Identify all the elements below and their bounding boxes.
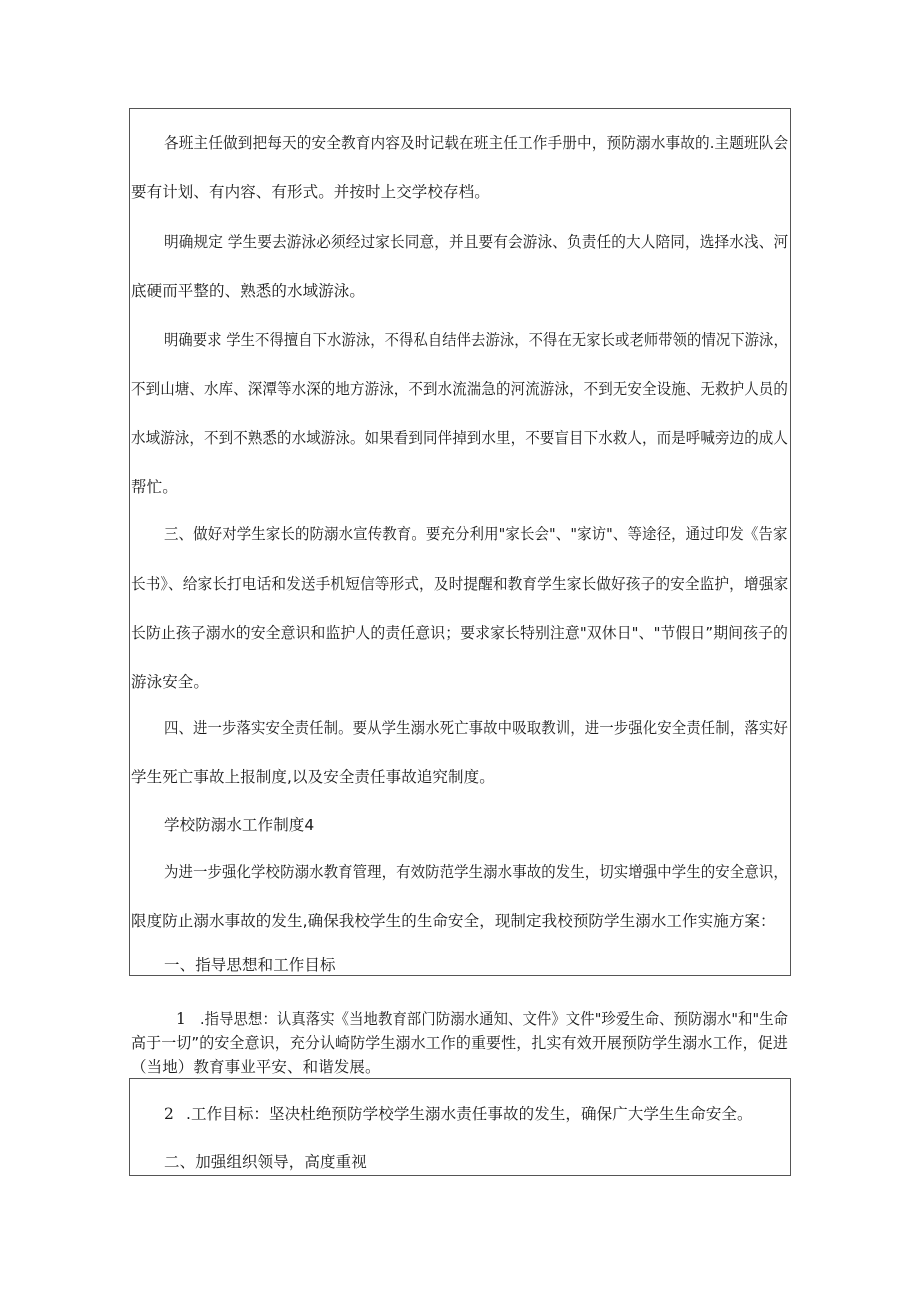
para-line: 长书》、给家长打电话和发送手机短信等形式，及时提醒和教育学生家长做好孩子的安全监护，增强家 [131, 575, 789, 593]
para-line: 三、做好对学生家长的防溺水宣传教育。要充分利用"家长会"、"家访"、等途径，通过印发《告家 [164, 525, 788, 543]
para-line: .指导思想：认真落实《当地教育部门防溺水通知、文件》文件"珍爱生命、预防溺水"和"生命 [200, 1010, 789, 1028]
section-heading: 一、指导思想和工作目标 [164, 956, 336, 974]
para-line: 底硬而平整的、熟悉的水域游泳。 [131, 282, 366, 300]
para-line: 长防止孩子溺水的安全意识和监护人的责任意识；要求家长特别注意"双休日"、"节假日”期间孩子的 [131, 624, 789, 642]
para-line: 限度防止溺水事故的发生,确保我校学生的生命安全，现制定我校预防学生溺水工作实施方案： [131, 912, 776, 930]
section-title: 学校防溺水工作制度4 [164, 816, 315, 834]
para-line: 各班主任做到把每天的安全教育内容及时记载在班主任工作手册中，预防溺水事故的.主题班队会 [164, 134, 789, 152]
para-line: 帮忙。 [131, 478, 178, 496]
para-line: 为进一步强化学校防溺水教育管理，有效防范学生溺水事故的发生，切实增强中学生的安全意识， [164, 863, 788, 881]
para-line: 水域游泳，不到不熟悉的水域游泳。如果看到同伴掉到水里，不要盲目下水救人，而是呼喊旁边的成人 [131, 429, 789, 447]
para-line: （当地）教育事业平安、和谐发展。 [131, 1058, 381, 1076]
para-line: 不到山塘、水库、深潭等水深的地方游泳，不到水流湍急的河流游泳，不到无安全设施、无救护人员的 [131, 380, 789, 398]
list-number: 2 [164, 1105, 174, 1123]
para-line: 要有计划、有内容、有形式。并按时上交学校存档。 [131, 183, 490, 201]
para-line: 学生死亡事故上报制度,以及安全责任事故追究制度。 [131, 768, 495, 786]
para-line: 四、进一步落实安全责任制。要从学生溺水死亡事故中吸取教训，进一步强化安全责任制，落实好 [164, 719, 788, 737]
para-line: .工作目标：坚决杜绝预防学校学生溺水责任事故的发生，确保广大学生生命安全。 [186, 1105, 753, 1123]
para-line: 明确要求 学生不得擅自下水游泳，不得私自结伴去游泳，不得在无家长或老师带领的情况下游泳， [164, 331, 788, 349]
para-line: 游泳安全。 [131, 673, 210, 691]
list-number: 1 [176, 1010, 186, 1028]
para-line: 明确规定 学生要去游泳必须经过家长同意，并且要有会游泳、负责任的大人陪同，选择水浅、河 [164, 233, 789, 251]
section-heading: 二、加强组织领导，高度重视 [164, 1153, 367, 1171]
para-line: 高于一切”的安全意识，充分认崎防学生溺水工作的重要性，扎实有效开展预防学生溺水工作，促进 [131, 1034, 788, 1052]
